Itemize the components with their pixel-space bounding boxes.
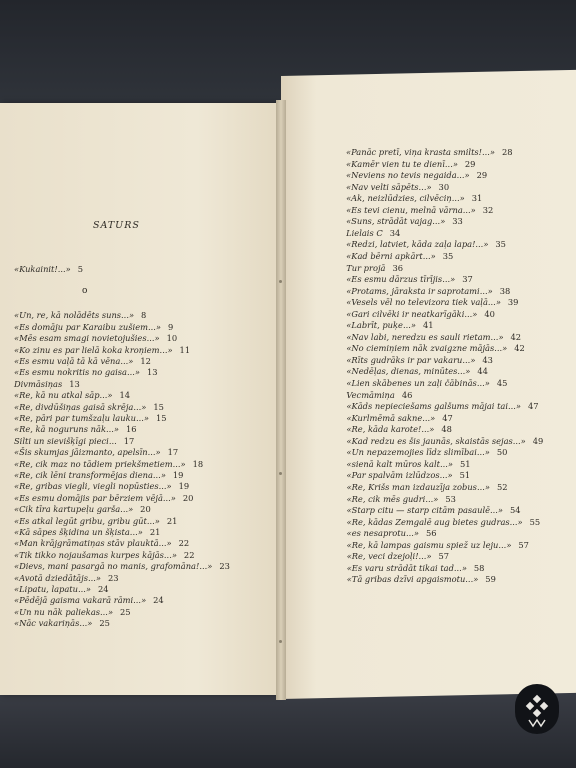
toc-entry-page: 55: [529, 516, 541, 527]
toc-entry-title: Lielais C: [346, 227, 383, 238]
toc-entry-page: 54: [510, 505, 521, 516]
toc-entry-title: «Gari cilvēki ir neatkarīgāki...»: [346, 308, 478, 319]
toc-entry-page: 5: [77, 264, 83, 274]
toc-entry: [347, 447, 508, 457]
toc-entry: [346, 170, 487, 180]
toc-entry-page: 56: [425, 528, 437, 539]
toc-entry-title: Tur projā: [346, 262, 386, 273]
toc-entry: [14, 447, 178, 457]
toc-entry-title: «Nāc vakariņās...»: [14, 618, 93, 629]
toc-entry-title: «Es esmu dārzus tīrījis...»: [346, 274, 456, 285]
toc-entry-page: 42: [510, 331, 522, 342]
toc-entry: [14, 333, 177, 343]
toc-entry-page: 25: [99, 618, 110, 629]
toc-entry-title: «Es esmu nokritis no gaisa...»: [14, 367, 140, 378]
toc-entry-title: «Re, kā noguruns nāk...»: [14, 424, 119, 435]
toc-entry-title: «Ak, neizlūdzies, cilvēciņ...»: [346, 193, 465, 204]
toc-entry: [14, 493, 193, 503]
toc-entry: [14, 345, 190, 355]
toc-entry-page: 43: [482, 354, 493, 365]
toc-entry: [14, 413, 167, 423]
toc-entry-page: 45: [496, 378, 508, 388]
toc-entry: [14, 516, 177, 526]
toc-entry-title: «Vesels vēl no televizora tiek vaļā...»: [346, 297, 501, 308]
toc-entry: [14, 573, 119, 583]
toc-entry-title: «Re, pāri par tumšzaļu lauku...»: [14, 413, 149, 423]
toc-entry-title: «Es tevi cienu, melnā vārna...»: [346, 204, 476, 215]
toc-entry-page: 38: [499, 285, 511, 296]
toc-entry-title: «Re, veci dzejoļi!...»: [346, 551, 432, 562]
toc-entry: [346, 332, 521, 342]
toc-entry-title: «Re, cik lēni transformējas diena...»: [14, 470, 166, 480]
binding-stitch: [279, 280, 282, 283]
toc-entry-page: 44: [477, 366, 488, 377]
toc-entry-page: 42: [514, 343, 525, 354]
toc-entry: [346, 297, 518, 307]
toc-entry-page: 17: [167, 447, 179, 458]
toc-entry-title: «Man krājgrāmatiņas stāv plauktā...»: [14, 538, 172, 549]
toc-entry-page: 35: [442, 250, 454, 261]
toc-entry: [347, 540, 529, 550]
toc-entry: [14, 264, 83, 274]
toc-entry-title: «Labrīt, puķe...»: [346, 320, 416, 331]
toc-entry-page: 48: [441, 424, 452, 435]
toc-entry-title: «Redzi, latviet, kāda zaļa lapa!...»: [346, 239, 489, 250]
toc-entry-page: 51: [459, 458, 471, 469]
book-spine: [276, 100, 286, 700]
toc-entry: [14, 538, 189, 548]
toc-entry-title: «Re, gribas viegli, viegli nopūsties...»: [14, 481, 172, 492]
toc-entry-title: «Kāds nepieciešams galšums mājai tai...»: [346, 401, 521, 412]
toc-entry-page: 35: [495, 239, 506, 250]
toc-entry-title: «Un nepazemojies līdz slimībai...»: [346, 447, 490, 458]
toc-entry: [347, 505, 521, 515]
toc-entry: [346, 401, 538, 411]
watermark-logo: [515, 684, 559, 734]
toc-entry: [347, 563, 485, 573]
toc-entry-title: Silti un sievišķīgi pieci...: [14, 435, 117, 446]
toc-entry: [346, 263, 403, 273]
toc-entry-page: 29: [476, 170, 488, 181]
toc-entry-title: «Re, kā lampas gaismu spiež uz leju...»: [346, 539, 512, 550]
toc-entry: [14, 470, 183, 480]
binding-stitch: [279, 472, 282, 475]
toc-entry-page: 11: [179, 344, 191, 355]
toc-entry: [347, 470, 471, 480]
toc-entry-title: «Kukainit!...»: [14, 264, 71, 274]
toc-entry: [346, 228, 400, 238]
toc-entry-title: «Tā gribas dzīvi apgaismotu...»: [346, 574, 479, 585]
toc-entry: [347, 459, 471, 469]
toc-entry-title: «Cik tīra kartupeļu garša...»: [14, 504, 134, 515]
toc-entry-title: «Es domāju par Karaibu zušiem...»: [14, 321, 161, 332]
toc-entry-page: 19: [178, 481, 190, 492]
toc-entry-title: Vecmāmiņa: [346, 389, 395, 400]
toc-entry: [347, 551, 449, 561]
toc-entry: [346, 343, 524, 353]
toc-entry: [14, 402, 164, 412]
toc-entry-page: 36: [392, 262, 404, 273]
toc-entry: [346, 193, 482, 203]
toc-entry-title: «Lipatu, lapatu...»: [14, 584, 91, 594]
toc-entry-page: 28: [502, 147, 513, 157]
binding-stitch: [279, 640, 282, 643]
toc-entry-page: 9: [167, 321, 174, 332]
toc-entry-page: 34: [389, 227, 401, 238]
toc-entry: [14, 390, 130, 400]
toc-entry: [346, 320, 433, 330]
toc-entry-page: 14: [119, 390, 131, 401]
toc-entry-title: «Re, cik maz no tādiem priekšmetiem...»: [14, 458, 186, 469]
toc-entry: [346, 355, 493, 365]
toc-entry-page: 49: [532, 435, 544, 446]
toc-entry-page: 15: [155, 413, 167, 423]
toc-entry-page: 21: [166, 515, 178, 526]
toc-entry-title: «Nedēļas, dienas, minūtes...»: [346, 366, 471, 377]
toc-entry-page: 23: [107, 572, 119, 583]
toc-entry-title: «Re, kāda karote!...»: [346, 424, 435, 435]
toc-entry-title: «Re, kādas Zemgalē aug bietes gudras...»: [346, 516, 523, 527]
toc-entry: [347, 436, 544, 446]
toc-entry-title: «Pēdējā gaisma vakarā rāmi...»: [14, 595, 147, 606]
toc-entry-page: 47: [528, 401, 539, 412]
toc-entry-page: 37: [462, 274, 473, 285]
toc-entry-title: «Kā sāpes šķidina un šķista...»: [14, 527, 143, 537]
toc-entry-title: «Kamēr vien tu te dienī...»: [346, 158, 458, 169]
toc-entry: [14, 424, 137, 434]
toc-entry-page: 18: [192, 458, 204, 469]
toc-entry: [14, 550, 194, 560]
background-bottom: [0, 690, 576, 768]
toc-entry: [14, 561, 230, 571]
toc-entry-title: «Kad redzu es šis jaunās, skaistās sejas...»: [346, 435, 526, 446]
toc-entry-title: «es nesaprotu...»: [346, 528, 419, 539]
toc-entry: [14, 459, 203, 469]
toc-entry: [14, 504, 151, 514]
toc-entry-page: 24: [97, 584, 109, 594]
toc-entry-title: Divmāsiņas: [14, 378, 63, 389]
toc-entry-page: 23: [219, 561, 230, 572]
toc-entry-page: 40: [484, 308, 495, 319]
toc-entry-page: 8: [141, 310, 147, 321]
toc-entry-page: 29: [464, 158, 476, 169]
toc-heading: SATURS: [93, 220, 140, 231]
toc-entry-title: «Nav velti sāpēts...»: [346, 181, 432, 192]
toc-entry: [347, 574, 496, 584]
toc-entry-title: «Tik tikko nojaušamas kurpes kājās...»: [14, 549, 177, 560]
toc-entry-title: «No ciemiņiem nāk zvaigzne mājās...»: [346, 343, 508, 354]
toc-entry: [14, 356, 151, 366]
toc-entry-page: 21: [149, 527, 161, 537]
toc-entry-page: 52: [496, 481, 508, 492]
toc-entry: [346, 239, 506, 249]
toc-entry-page: 59: [485, 574, 496, 585]
toc-entry-page: 53: [445, 493, 456, 504]
toc-entry-page: 47: [442, 412, 453, 423]
toc-entry-page: 58: [473, 562, 485, 573]
toc-entry: [346, 159, 475, 169]
toc-entry-title: «Es varu strādāt tikai tad...»: [346, 562, 467, 573]
toc-entry: [346, 182, 449, 192]
toc-entry-title: «Nav labi, neredzu es sauli rietam...»: [346, 331, 504, 342]
toc-entry: [346, 286, 510, 296]
toc-entry-page: 10: [166, 333, 178, 344]
toc-entry-page: 22: [183, 549, 195, 560]
toc-entry: [14, 322, 173, 332]
toc-entry: [346, 424, 451, 434]
toc-entry-page: 19: [172, 470, 184, 480]
toc-entry-page: 13: [69, 378, 80, 389]
toc-entry-page: 13: [147, 367, 158, 378]
toc-entry: [14, 595, 164, 605]
toc-entry: [346, 274, 473, 284]
toc-entry-title: «Kad bērni apkārt...»: [346, 250, 436, 261]
toc-entry-page: 16: [125, 424, 137, 435]
toc-entry: [14, 310, 146, 320]
toc-entry: [14, 367, 158, 377]
toc-entry: [14, 436, 134, 446]
toc-entry: [347, 517, 541, 527]
toc-entry-page: 20: [182, 492, 194, 503]
toc-entry-page: 46: [401, 389, 413, 400]
toc-entry-page: 30: [438, 181, 450, 192]
toc-entry-title: «Es esmu vaļā tā kā vēna...»: [14, 356, 134, 366]
toc-entry-page: 51: [459, 470, 471, 481]
toc-entry: [346, 366, 488, 376]
toc-entry-page: 24: [153, 595, 164, 606]
toc-entry-page: 17: [123, 435, 135, 446]
toc-entry: [346, 205, 493, 215]
toc-entry: [14, 379, 80, 389]
toc-entry-title: «Avotā dziedātājs...»: [14, 572, 101, 583]
toc-entry: [346, 309, 495, 319]
toc-entry-title: «Es esmu domājis par bērziem vējā...»: [14, 492, 176, 503]
toc-entry-title: «Protams, jāraksta ir saprotami...»: [346, 285, 493, 296]
toc-entry-title: «Ko zinu es par lielā koka kroņiem...»: [14, 344, 173, 355]
toc-entry-title: «Par spalvām izlūdzos...»: [346, 470, 453, 481]
toc-entry-page: 22: [178, 538, 190, 549]
toc-entry: [347, 528, 437, 538]
toc-entry-title: «Dievs, mani pasargā no manis, grafomāna!...»: [14, 561, 213, 572]
toc-entry: [14, 584, 109, 594]
toc-entry-title: «Es atkal legūt gribu, gribu gūt...»: [14, 515, 160, 526]
toc-entry-page: 31: [471, 193, 483, 204]
toc-entry: [346, 147, 513, 157]
toc-entry: [14, 618, 110, 628]
toc-entry-page: 50: [496, 447, 508, 458]
toc-entry: [346, 378, 507, 388]
toc-entry-title: «Mēs esam smagi novietojušies...»: [14, 333, 160, 344]
toc-entry-title: «Rīts gudrāks ir par vakaru...»: [346, 354, 476, 365]
toc-entry: [14, 607, 131, 617]
toc-entry-title: «Suns, strādāt vajag...»: [346, 216, 446, 227]
toc-entry-page: 12: [140, 356, 151, 366]
toc-entry-title: «Re, kā nu atkal sāp...»: [14, 390, 113, 401]
toc-entry-title: «sienā kalt mūros kalt...»: [346, 458, 453, 469]
toc-entry-page: 25: [120, 606, 131, 617]
toc-entry-page: 32: [482, 204, 494, 215]
toc-entry: [346, 413, 452, 423]
toc-entry-title: «Panāc pretī, viņa krasta smilts!...»: [346, 147, 495, 157]
toc-entry-title: «Un, re, kā nolādēts suns...»: [14, 310, 135, 321]
toc-entry: [346, 251, 453, 261]
section-divider: o: [82, 286, 88, 296]
toc-entry-page: 15: [153, 401, 164, 412]
toc-entry: [346, 216, 463, 226]
toc-entry-title: «Un nu nāk paliekas...»: [14, 606, 114, 617]
toc-entry-page: 57: [438, 551, 450, 562]
toc-entry-page: 57: [518, 539, 529, 550]
toc-entry: [14, 481, 189, 491]
toc-entry-page: 33: [452, 216, 463, 227]
toc-entry-title: «Re, Krišs man izdauzīja zobus...»: [346, 481, 490, 492]
toc-entry-title: «Neviens no tevis negaida...»: [346, 170, 470, 181]
toc-entry-title: «Lien skābenes un zaļi čābinās...»: [346, 378, 490, 388]
toc-entry-title: «Šis skumjas jāizmanto, apelsīn...»: [14, 447, 161, 458]
toc-entry: [346, 390, 412, 400]
toc-entry: [347, 482, 508, 492]
toc-entry-page: 41: [422, 320, 434, 331]
toc-entry: [14, 527, 160, 537]
toc-entry: [347, 494, 456, 504]
toc-entry-title: «Re, divdūšiņas gaisā skrēja...»: [14, 401, 147, 412]
toc-entry-title: «Kurlmēmā sakne...»: [346, 412, 436, 423]
toc-entry-title: «Re, cik mēs gudri...»: [346, 493, 439, 504]
toc-entry-page: 39: [507, 297, 519, 308]
toc-entry-title: «Starp citu — starp citām pasaulē...»: [346, 505, 504, 516]
toc-entry-page: 20: [140, 504, 151, 515]
